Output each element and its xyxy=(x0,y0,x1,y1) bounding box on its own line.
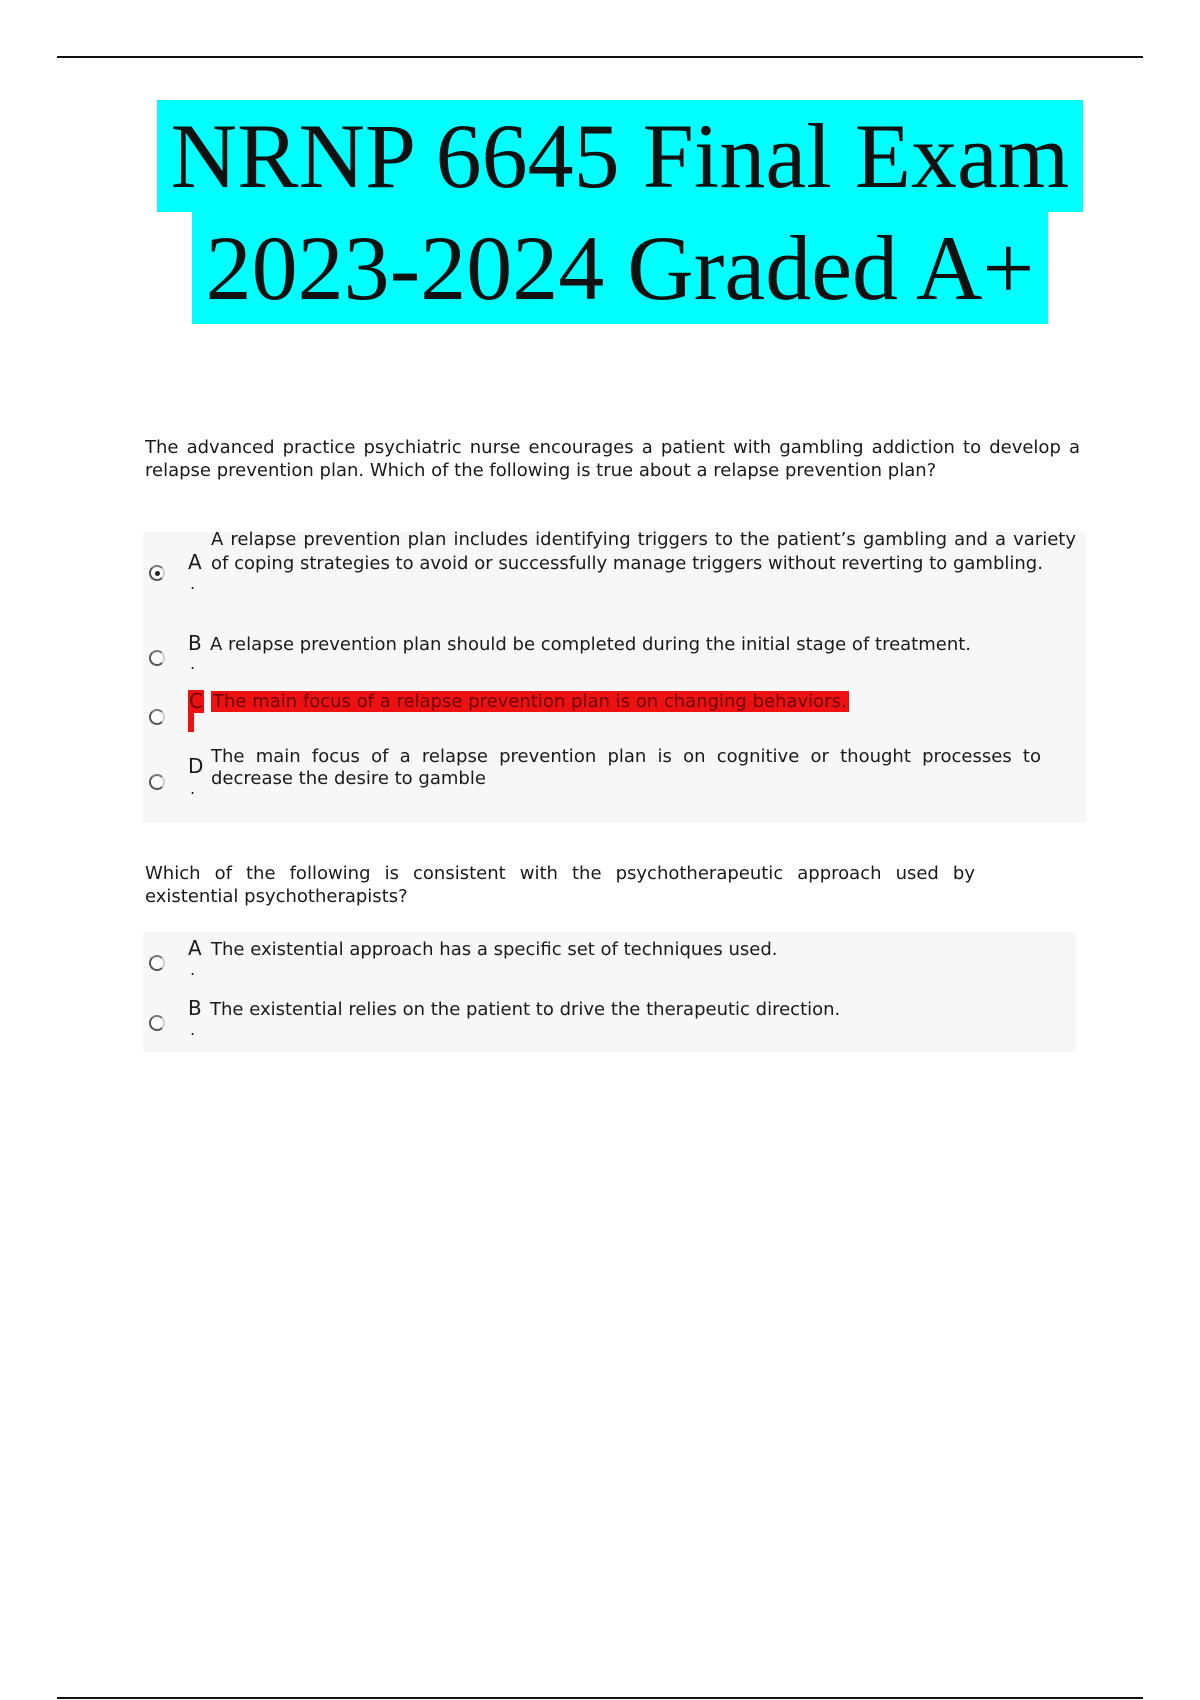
question-1-text: The advanced practice psychiatric nurse encourages a patient with gambling addiction to develop a relapse prevention plan. Which of the following is true about a relapse prevention plan? xyxy=(145,437,1080,481)
option-text: The existential relies on the patient to drive the therapeutic direction. xyxy=(210,999,841,1020)
option-letter: A xyxy=(188,936,202,960)
highlighted-answer-text: The main focus of a relapse prevention plan is on changing behaviors. xyxy=(213,691,847,712)
title-line-1: NRNP 6645 Final Exam xyxy=(157,100,1084,212)
bottom-rule xyxy=(57,1697,1143,1699)
option-letter: B xyxy=(188,996,202,1020)
option-text: The main focus of a relapse prevention plan is on cognitive or thought processes to decrease the desire to gamble xyxy=(211,746,1041,789)
radio-button-icon[interactable] xyxy=(149,955,165,971)
option-letter: A xyxy=(188,550,202,574)
option-letter: D xyxy=(188,754,204,778)
document-title xyxy=(130,100,1110,324)
question-1-options xyxy=(143,529,1086,822)
option-text: The existential approach has a specific set of techniques used. xyxy=(211,939,778,960)
option-text xyxy=(211,690,849,714)
title-line-2: 2023-2024 Graded A+ xyxy=(192,212,1049,324)
option-dot: . xyxy=(190,1020,196,1039)
top-rule xyxy=(57,56,1143,58)
radio-button-selected-icon[interactable] xyxy=(149,565,165,581)
option-letter: B xyxy=(188,631,202,655)
question-2-options xyxy=(143,932,1076,1052)
option-dot: . xyxy=(190,779,196,798)
option-text: A relapse prevention plan should be completed during the initial stage of treatment. xyxy=(210,634,972,655)
radio-button-icon[interactable] xyxy=(149,774,165,790)
radio-button-icon[interactable] xyxy=(149,650,165,666)
option-dot: . xyxy=(190,960,196,979)
radio-button-icon[interactable] xyxy=(149,1015,165,1031)
option-text: A relapse prevention plan includes identifying triggers to the patient’s gambling and a variety of coping strategies to avoid or successfully manage triggers without reverting to gambling. xyxy=(211,529,1076,574)
option-dot: . xyxy=(190,654,196,673)
option-dot: . xyxy=(190,574,196,593)
radio-button-icon[interactable] xyxy=(149,709,165,725)
question-2-text: Which of the following is consistent with the psychotherapeutic approach used by existential psychotherapists? xyxy=(145,863,975,907)
option-letter: C xyxy=(189,689,203,713)
